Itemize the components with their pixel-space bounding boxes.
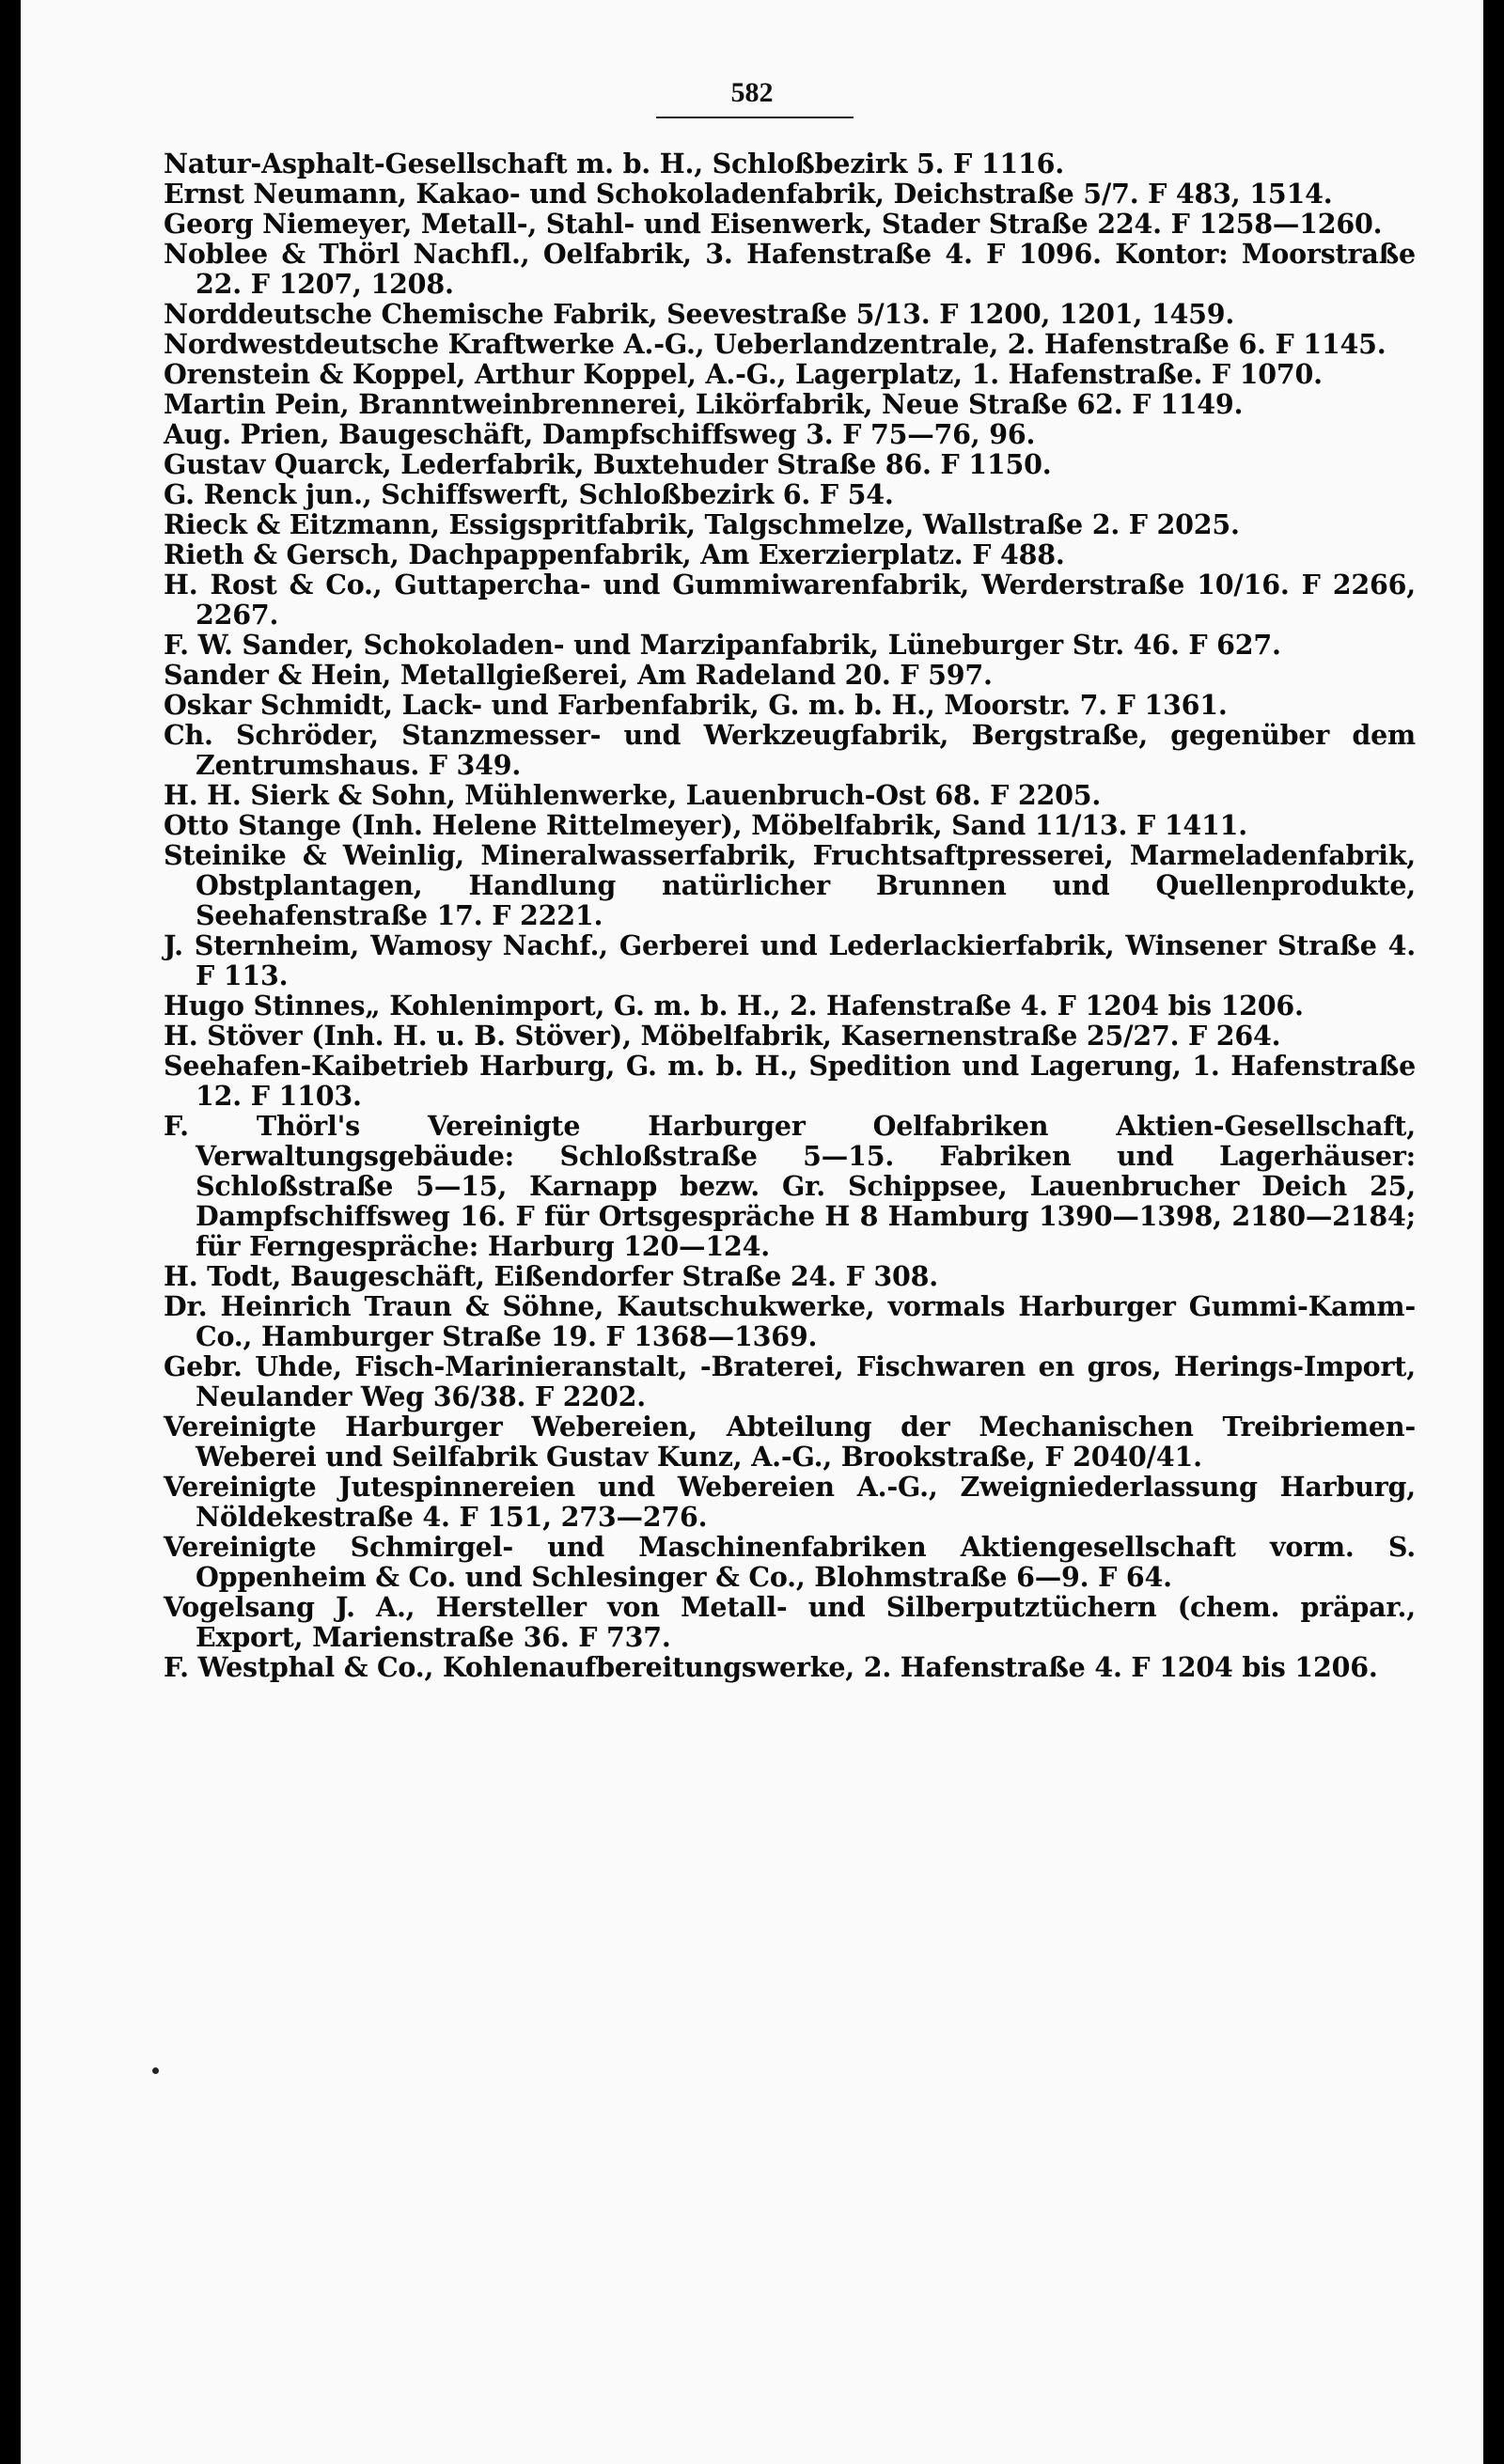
directory-entry: Rieth & Gersch, Dachpappenfabrik, Am Exerzierplatz. F 488.	[164, 538, 1065, 570]
directory-entry: Natur-Asphalt-Gesellschaft m. b. H., Schloßbezirk 5. F 1116.	[164, 148, 1065, 179]
directory-entry: Aug. Prien, Baugeschäft, Dampfschiffsweg 3. F 75—76, 96.	[164, 418, 1036, 450]
directory-entry: Vereinigte Schmirgel- und Maschinenfabriken Aktiengesellschaft vorm. S. Oppenheim & Co. und Schlesinger & Co., Blohmstraße 6—9. F 64.	[164, 1531, 1416, 1593]
directory-entry: Gustav Quarck, Lederfabrik, Buxtehuder Straße 86. F 1150.	[164, 448, 1052, 480]
directory-entry: Georg Niemeyer, Metall-, Stahl- und Eisenwerk, Stader Straße 224. F 1258—1260.	[164, 208, 1383, 240]
directory-entry: Hugo Stinnes„ Kohlenimport, G. m. b. H., 2. Hafenstraße 4. F 1204 bis 1206.	[164, 990, 1304, 1021]
directory-entry: J. Sternheim, Wamosy Nachf., Gerberei und Lederlackierfabrik, Winsener Straße 4. F 113.	[164, 929, 1416, 991]
margin-dot-mark	[152, 2067, 159, 2074]
directory-entry: Orenstein & Koppel, Arthur Koppel, A.-G., Lagerplatz, 1. Hafenstraße. F 1070.	[164, 358, 1323, 390]
directory-entry: Martin Pein, Branntweinbrennerei, Likörfabrik, Neue Straße 62. F 1149.	[164, 388, 1244, 420]
page-number: 582	[730, 77, 774, 108]
directory-entry: Norddeutsche Chemische Fabrik, Seevestraße 5/13. F 1200, 1201, 1459.	[164, 298, 1235, 330]
directory-entry: H. Rost & Co., Guttapercha- und Gummiwarenfabrik, Werderstraße 10/16. F 2266, 2267.	[164, 569, 1416, 631]
directory-entry: Nordwestdeutsche Kraftwerke A.-G., Ueberlandzentrale, 2. Hafenstraße 6. F 1145.	[164, 328, 1386, 360]
directory-entry: F. Thörl's Vereinigte Harburger Oelfabriken Aktien-Gesellschaft, Verwaltungsgebäude: Schloßstraße 5—15. Fabriken und Lagerhäuser: Schloßstraße 5—15, Karnapp bezw. Gr. Schippsee, Lauenbrucher Deich 25, Dampfschiffsweg 16. F für Ortsgespräche H 8 Hamburg 1390—1398, 2180—2184; für Ferngespräche: Harburg 120—124.	[164, 1110, 1416, 1262]
directory-entry: F. Westphal & Co., Kohlenaufbereitungswerke, 2. Hafenstraße 4. F 1204 bis 1206.	[164, 1651, 1378, 1683]
directory-entry: Vogelsang J. A., Hersteller von Metall- und Silberputztüchern (chem. präpar., Export, Marienstraße 36. F 737.	[164, 1591, 1416, 1653]
directory-entry: Dr. Heinrich Traun & Söhne, Kautschukwerke, vormals Harburger Gummi-Kamm-Co., Hamburger Straße 19. F 1368—1369.	[164, 1290, 1416, 1352]
directory-entry: Steinike & Weinlig, Mineralwasserfabrik, Fruchtsaftpresserei, Marmeladenfabrik, Obstplantagen, Handlung natürlicher Brunnen und Quellenprodukte, Seehafenstraße 17. F 2221.	[164, 839, 1416, 931]
directory-entry: Ernst Neumann, Kakao- und Schokoladenfabrik, Deichstraße 5/7. F 483, 1514.	[164, 178, 1333, 210]
company-directory-list	[164, 148, 1416, 1682]
directory-entry: F. W. Sander, Schokoladen- und Marzipanfabrik, Lüneburger Str. 46. F 627.	[164, 629, 1281, 661]
directory-entry: Seehafen-Kaibetrieb Harburg, G. m. b. H., Spedition und Lagerung, 1. Hafenstraße 12. F 1103.	[164, 1050, 1416, 1112]
header-rule	[656, 117, 854, 118]
directory-entry: H. Stöver (Inh. H. u. B. Stöver), Möbelfabrik, Kasernenstraße 25/27. F 264.	[164, 1020, 1281, 1052]
directory-entry: Sander & Hein, Metallgießerei, Am Radeland 20. F 597.	[164, 659, 993, 691]
directory-entry: Otto Stange (Inh. Helene Rittelmeyer), Möbelfabrik, Sand 11/13. F 1411.	[164, 809, 1247, 841]
directory-entry: Oskar Schmidt, Lack- und Farbenfabrik, G. m. b. H., Moorstr. 7. F 1361.	[164, 689, 1228, 721]
directory-entry: Rieck & Eitzmann, Essigspritfabrik, Talgschmelze, Wallstraße 2. F 2025.	[164, 508, 1240, 540]
directory-entry: Noblee & Thörl Nachfl., Oelfabrik, 3. Hafenstraße 4. F 1096. Kontor: Moorstraße 22. F 1207, 1208.	[164, 238, 1416, 300]
directory-entry: G. Renck jun., Schiffswerft, Schloßbezirk 6. F 54.	[164, 478, 894, 510]
directory-entry: Gebr. Uhde, Fisch-Marinieranstalt, -Braterei, Fischwaren en gros, Herings-Import, Neulander Weg 36/38. F 2202.	[164, 1350, 1416, 1412]
directory-entry: Vereinigte Jutespinnereien und Webereien A.-G., Zweigniederlassung Harburg, Nöldekestraße 4. F 151, 273—276.	[164, 1471, 1416, 1533]
directory-page	[21, 0, 1483, 2464]
directory-entry: Ch. Schröder, Stanzmesser- und Werkzeugfabrik, Bergstraße, gegenüber dem Zentrumshaus. F 349.	[164, 719, 1416, 781]
directory-entry: H. Todt, Baugeschäft, Eißendorfer Straße 24. F 308.	[164, 1260, 938, 1292]
directory-entry: Vereinigte Harburger Webereien, Abteilung der Mechanischen Treibriemen-Weberei und Seilfabrik Gustav Kunz, A.-G., Brookstraße, F 2040/41.	[164, 1411, 1416, 1473]
directory-entry: H. H. Sierk & Sohn, Mühlenwerke, Lauenbruch-Ost 68. F 2205.	[164, 779, 1102, 811]
